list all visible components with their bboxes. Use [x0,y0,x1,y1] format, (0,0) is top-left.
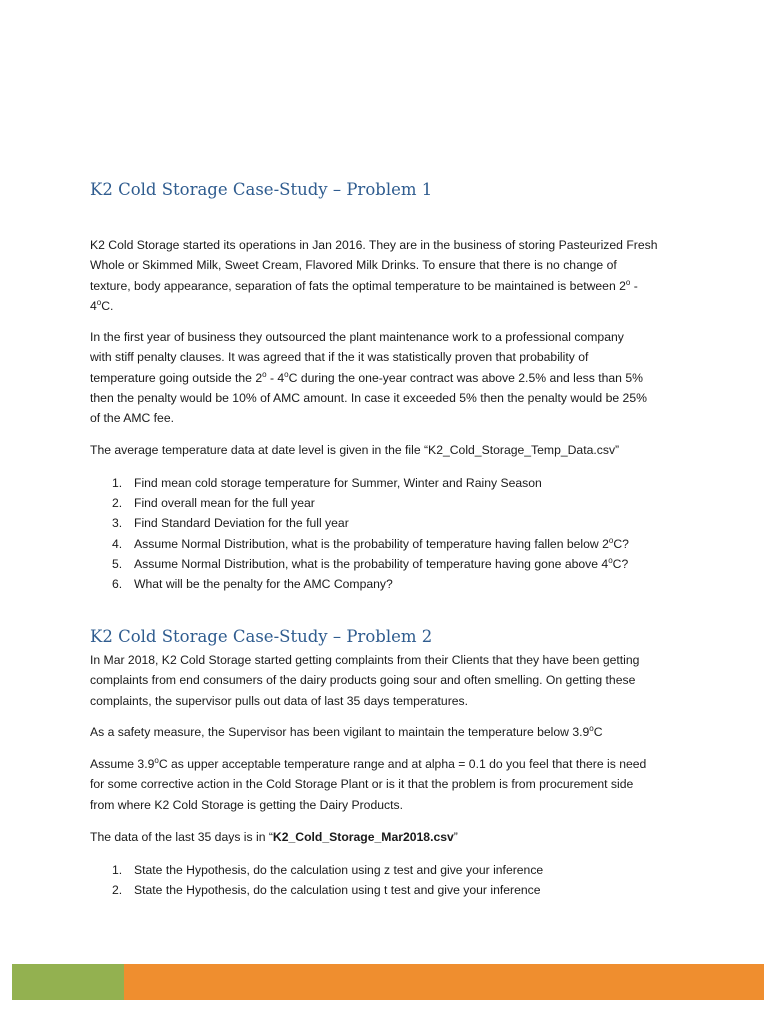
list-item: 1. Find mean cold storage temperature for Summer, Winter and Rainy Season [112,476,542,490]
list-item: 4. Assume Normal Distribution, what is the probability of temperature having fallen below 2$^o$C? [112,535,629,551]
problem2-paragraph-complaints: In Mar 2018, K2 Cold Storage started getting complaints from their Clients that they have been getting complaints from end consumers of the dairy products going sour and often smelling. On getting these complaints, the supervisor pulls out data of last 35 days temperatures. [90,653,640,708]
list-item: 2. Find overall mean for the full year [112,496,315,511]
list-item: 3. Find Standard Deviation for the full year [112,516,349,531]
problem2-heading: K2 Cold Storage Case-Study – Problem 2 [90,627,433,646]
problem2-paragraph-safety: As a safety measure, the Supervisor has been vigilant to maintain the temperature below 3.9$^o$C [90,723,603,739]
list-item: 1. State the Hypothesis, do the calculation using z test and give your inference [112,863,544,877]
problem2-question-list [90,860,690,900]
footer-orange-block [124,964,764,1000]
problem1-question-list [90,473,690,594]
problem2-paragraph-datafile: The data of the last 35 days is in “K2_Cold_Storage_Mar2018.csv” [90,830,458,844]
problem1-paragraph-datafile: The average temperature data at date level is given in the file “K2_Cold_Storage_Temp_Data.csv” [90,443,620,457]
problem1-paragraph-intro: K2 Cold Storage started its operations in Jan 2016. They are in the business of storing Pasteurized Fresh Whole or Skimmed Milk, Sweet Cream, Flavored Milk Drinks. To ensure that there is no change of texture, body appearance, separation of fats the optimal temperature to be maintained is between 2$^o$ - 4$^o$C. [90,238,658,313]
problem1-paragraph-contract: In the first year of business they outsourced the plant maintenance work to a professional company with stiff penalty clauses. It was agreed that if the it was statistically proven that probability of temperature going outside the 2$^o$ - 4$^o$C during the one-year contract was above 2.5% and less than 5% then the penalty would be 10% of AMC amount. In case it exceeded 5% then the penalty would be 25% of the AMC fee. [90,330,647,426]
footer-color-bar [12,964,764,1000]
list-item: 6. What will be the penalty for the AMC Company? [112,577,393,592]
list-item: 2. State the Hypothesis, do the calculation using t test and give your inference [112,883,541,898]
problem2-paragraph-assumption: Assume 3.9$^o$C as upper acceptable temperature range and at alpha = 0.1 do you feel that there is need for some corrective action in the Cold Storage Plant or is it that the problem is from procurement side from where K2 Cold Storage is getting the Dairy Products. [90,755,647,812]
footer-green-block [12,964,124,1000]
list-item: 5. Assume Normal Distribution, what is the probability of temperature having gone above 4$^o$C? [112,555,629,571]
problem1-heading: K2 Cold Storage Case-Study – Problem 1 [90,180,433,199]
datafile-name: K2_Cold_Storage_Mar2018.csv [272,830,454,844]
